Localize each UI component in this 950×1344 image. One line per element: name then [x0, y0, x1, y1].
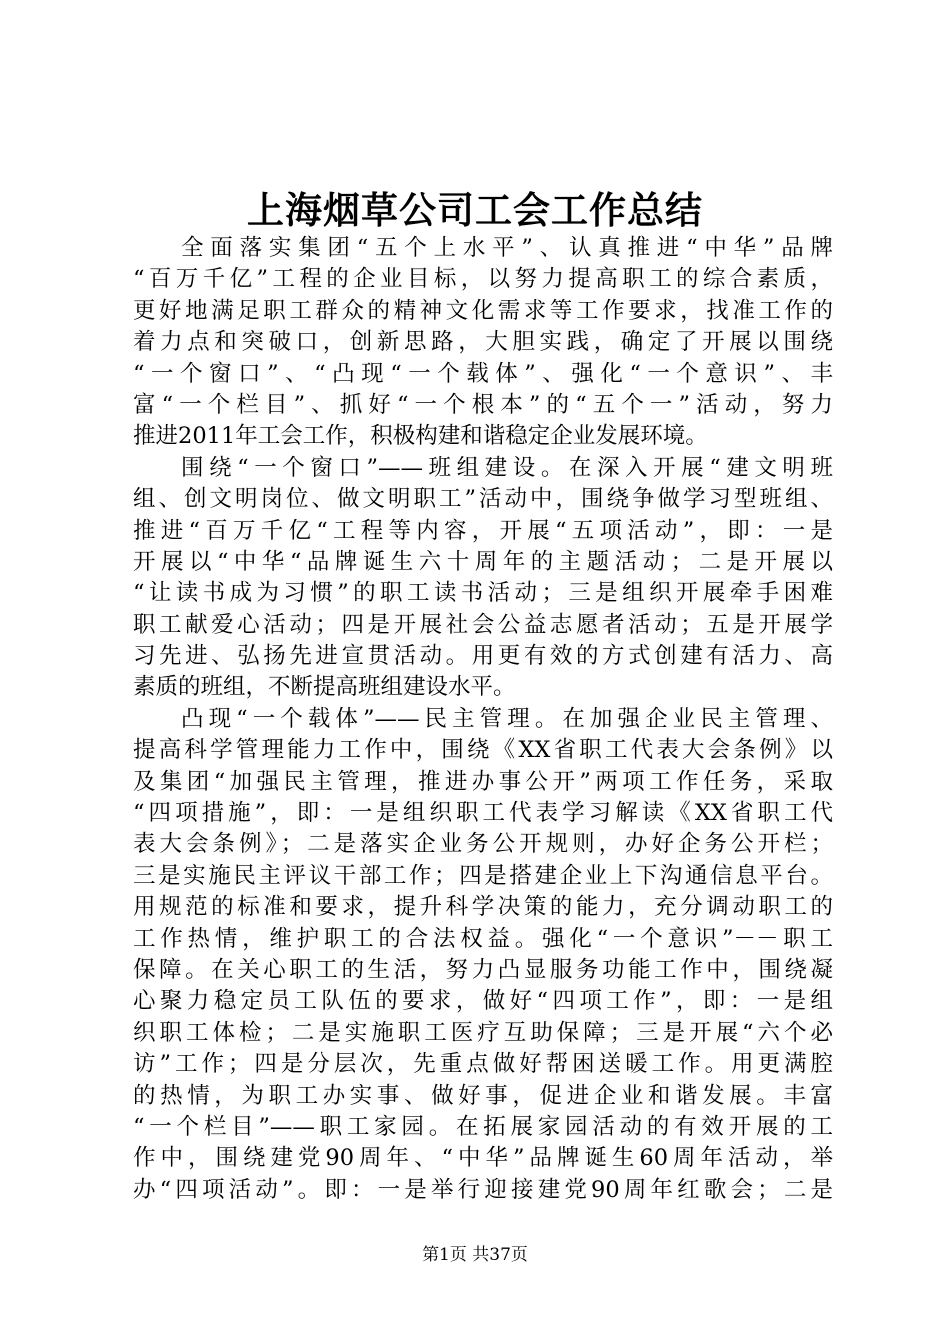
paragraph-line: “四项措施”，即：一是组织职工代表学习解读《XX省职工代: [133, 800, 833, 827]
paragraph-line: 职工献爱心活动；四是开展社会公益志愿者活动；五是开展学: [133, 611, 833, 638]
paragraph-line: 开展以“中华“品牌诞生六十周年的主题活动；二是开展以: [133, 548, 833, 575]
paragraph-line: 凸现“一个载体”——民主管理。在加强企业民主管理、: [181, 705, 833, 732]
paragraph-line: 办“四项活动”。即：一是举行迎接建党90周年红歌会；二是: [133, 1176, 833, 1203]
paragraph-line: 织职工体检；二是实施职工医疗互助保障；三是开展“六个必: [133, 1019, 833, 1046]
page-number: 第1页 共37页: [422, 1245, 528, 1265]
paragraph-line: 表大会条例》；二是落实企业务公开规则，办好企务公开栏；: [133, 831, 833, 858]
paragraph-line: 三是实施民主评议干部工作；四是搭建企业上下沟通信息平台。: [133, 862, 833, 889]
paragraph-line: 及集团“加强民主管理，推进办事公开”两项工作任务，采取: [133, 768, 833, 795]
document-title: 上海烟草公司工会工作总结: [247, 188, 703, 232]
paragraph-line: 推进“百万千亿“工程等内容，开展“五项活动”，即：一是: [133, 517, 833, 544]
paragraph-line: “百万千亿”工程的企业目标，以努力提高职工的综合素质，: [133, 266, 833, 293]
paragraph-line: 习先进、弘扬先进宣贯活动。用更有效的方式创建有活力、高: [133, 643, 833, 670]
paragraph-line: 组、创文明岗位、做文明职工”活动中，围绕争做学习型班组、: [133, 486, 833, 513]
paragraph-line: 工作热情，维护职工的合法权益。强化“一个意识”－－职工: [133, 925, 833, 952]
paragraph-line: 心聚力稳定员工队伍的要求，做好“四项工作”，即：一是组: [133, 988, 833, 1015]
paragraph-line: “让读书成为习惯”的职工读书活动；三是组织开展牵手困难: [133, 580, 833, 607]
paragraph-line: 着力点和突破口，创新思路，大胆实践，确定了开展以围绕: [133, 329, 833, 356]
paragraph-line: 的热情，为职工办实事、做好事，促进企业和谐发展。丰富: [133, 1082, 833, 1109]
paragraph-line: 全面落实集团“五个上水平”、认真推进“中华”品牌: [181, 235, 833, 261]
paragraph-line: 保障。在关心职工的生活，努力凸显服务功能工作中，围绕凝: [133, 956, 833, 983]
paragraph-line: 作中，围绕建党90周年、“中华”品牌诞生60周年活动，举: [133, 1145, 833, 1172]
paragraph-line: 素质的班组，不断提高班组建设水平。: [133, 674, 516, 701]
paragraph-line: 富“一个栏目”、抓好“一个根本”的“五个一”活动，努力: [133, 391, 833, 418]
paragraph-line: 更好地满足职工群众的精神文化需求等工作要求，找准工作的: [133, 297, 833, 324]
document-body: [133, 233, 833, 1206]
paragraph-line: 访”工作；四是分层次，先重点做好帮困送暖工作。用更满腔: [133, 1051, 833, 1078]
paragraph-line: 用规范的标准和要求，提升科学决策的能力，充分调动职工的: [133, 894, 833, 921]
paragraph-line: 提高科学管理能力工作中，围绕《XX省职工代表大会条例》以: [133, 737, 833, 764]
paragraph-line: 围绕“一个窗口”——班组建设。在深入开展“建文明班: [181, 454, 833, 481]
paragraph-line: 推进2011年工会工作，积极构建和谐稳定企业发展环境。: [133, 423, 708, 450]
paragraph-line: “一个栏目”——职工家园。在拓展家园活动的有效开展的工: [133, 1113, 833, 1140]
paragraph-line: “一个窗口”、“凸现“一个载体”、强化“一个意识”、丰: [133, 360, 833, 387]
